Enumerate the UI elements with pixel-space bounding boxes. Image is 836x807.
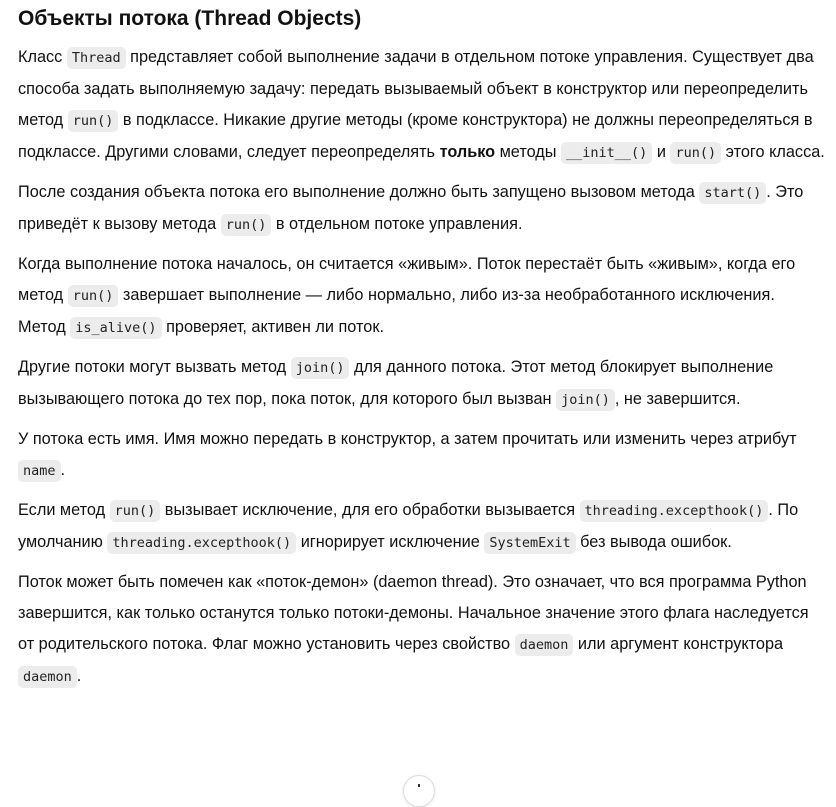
inline-code: start() <box>699 182 766 204</box>
inline-code: run() <box>221 214 272 236</box>
text: Поток может быть помечен как «поток-демон» (daemon thread). Это означает, что вся программа Python завершится, как только останутся только потоки-демоны. Начальное значение этого флага наследуется от родительского потока. Флаг можно установить через свойство <box>18 573 809 653</box>
inline-code: is_alive() <box>70 317 161 339</box>
scroll-down-button[interactable] <box>403 775 435 807</box>
text: . <box>76 667 82 685</box>
text: представляет собой выполнение задачи в отдельном потоке управления. Существует два способа задать выполняемую задачу: передать вызываемый объект в конструктор или переопределить метод <box>18 48 814 129</box>
inline-code: daemon <box>515 634 574 656</box>
text: этого класса. <box>721 143 825 161</box>
text: . <box>60 461 66 479</box>
section-heading: Объекты потока (Thread Objects) <box>18 7 362 30</box>
inline-code: threading.excepthook() <box>580 500 769 522</box>
paragraph <box>18 495 826 559</box>
inline-code: join() <box>291 357 350 379</box>
text: После создания объекта потока его выполнение должно быть запущено вызовом метода <box>18 183 700 201</box>
inline-code: run() <box>68 285 119 307</box>
inline-code: run() <box>110 500 161 522</box>
text: завершает выполнение — либо нормально, либо из-за необработанного исключения. Метод <box>18 286 775 336</box>
text: . По умолчанию <box>18 501 799 551</box>
text: Когда выполнение потока началось, он считается «живым». Поток перестаёт быть «живым», когда его метод <box>18 255 796 304</box>
inline-code: __init__() <box>561 142 652 164</box>
paragraph <box>18 42 826 169</box>
text: вызывает исключение, для его обработки вызывается <box>160 501 580 519</box>
paragraph <box>18 249 826 344</box>
text: У потока есть имя. Имя можно передать в конструктор, а затем прочитать или изменить через атрибут <box>18 430 797 448</box>
text: Если метод <box>18 501 110 519</box>
text: игнорирует исключение <box>296 533 485 551</box>
inline-code: run() <box>68 110 119 132</box>
document <box>18 0 826 701</box>
inline-code: join() <box>556 389 615 411</box>
text: Класс <box>18 48 67 66</box>
paragraphs <box>18 42 826 693</box>
text: Другие потоки могут вызвать метод <box>18 358 291 376</box>
paragraph <box>18 424 826 487</box>
text: методы <box>495 143 562 161</box>
text: без вывода ошибок. <box>575 533 732 551</box>
inline-code: SystemExit <box>484 532 575 554</box>
paragraph <box>18 352 826 416</box>
paragraph <box>18 567 826 693</box>
inline-code: run() <box>670 142 721 164</box>
text: или аргумент конструктора <box>573 635 784 653</box>
text: проверяет, активен ли поток. <box>161 318 384 336</box>
bold-text: только <box>439 143 496 161</box>
text: для данного потока. Этот метод блокирует выполнение вызывающего потока до тех пор, пока поток, для которого был вызван <box>18 358 774 408</box>
text: в отдельном потоке управления. <box>271 215 523 233</box>
inline-code: Thread <box>67 47 126 69</box>
text: в подклассе. Никакие другие методы (кроме конструктора) не должны переопределяться в подклассе. Другими словами, следует переопределять <box>18 111 813 161</box>
text: и <box>652 143 671 161</box>
inline-code: threading.excepthook() <box>107 532 296 554</box>
text: , не завершится. <box>614 390 741 408</box>
text: . Это приведёт к вызову метода <box>18 183 804 233</box>
inline-code: name <box>18 460 61 482</box>
inline-code: daemon <box>18 666 77 688</box>
paragraph <box>18 177 826 241</box>
